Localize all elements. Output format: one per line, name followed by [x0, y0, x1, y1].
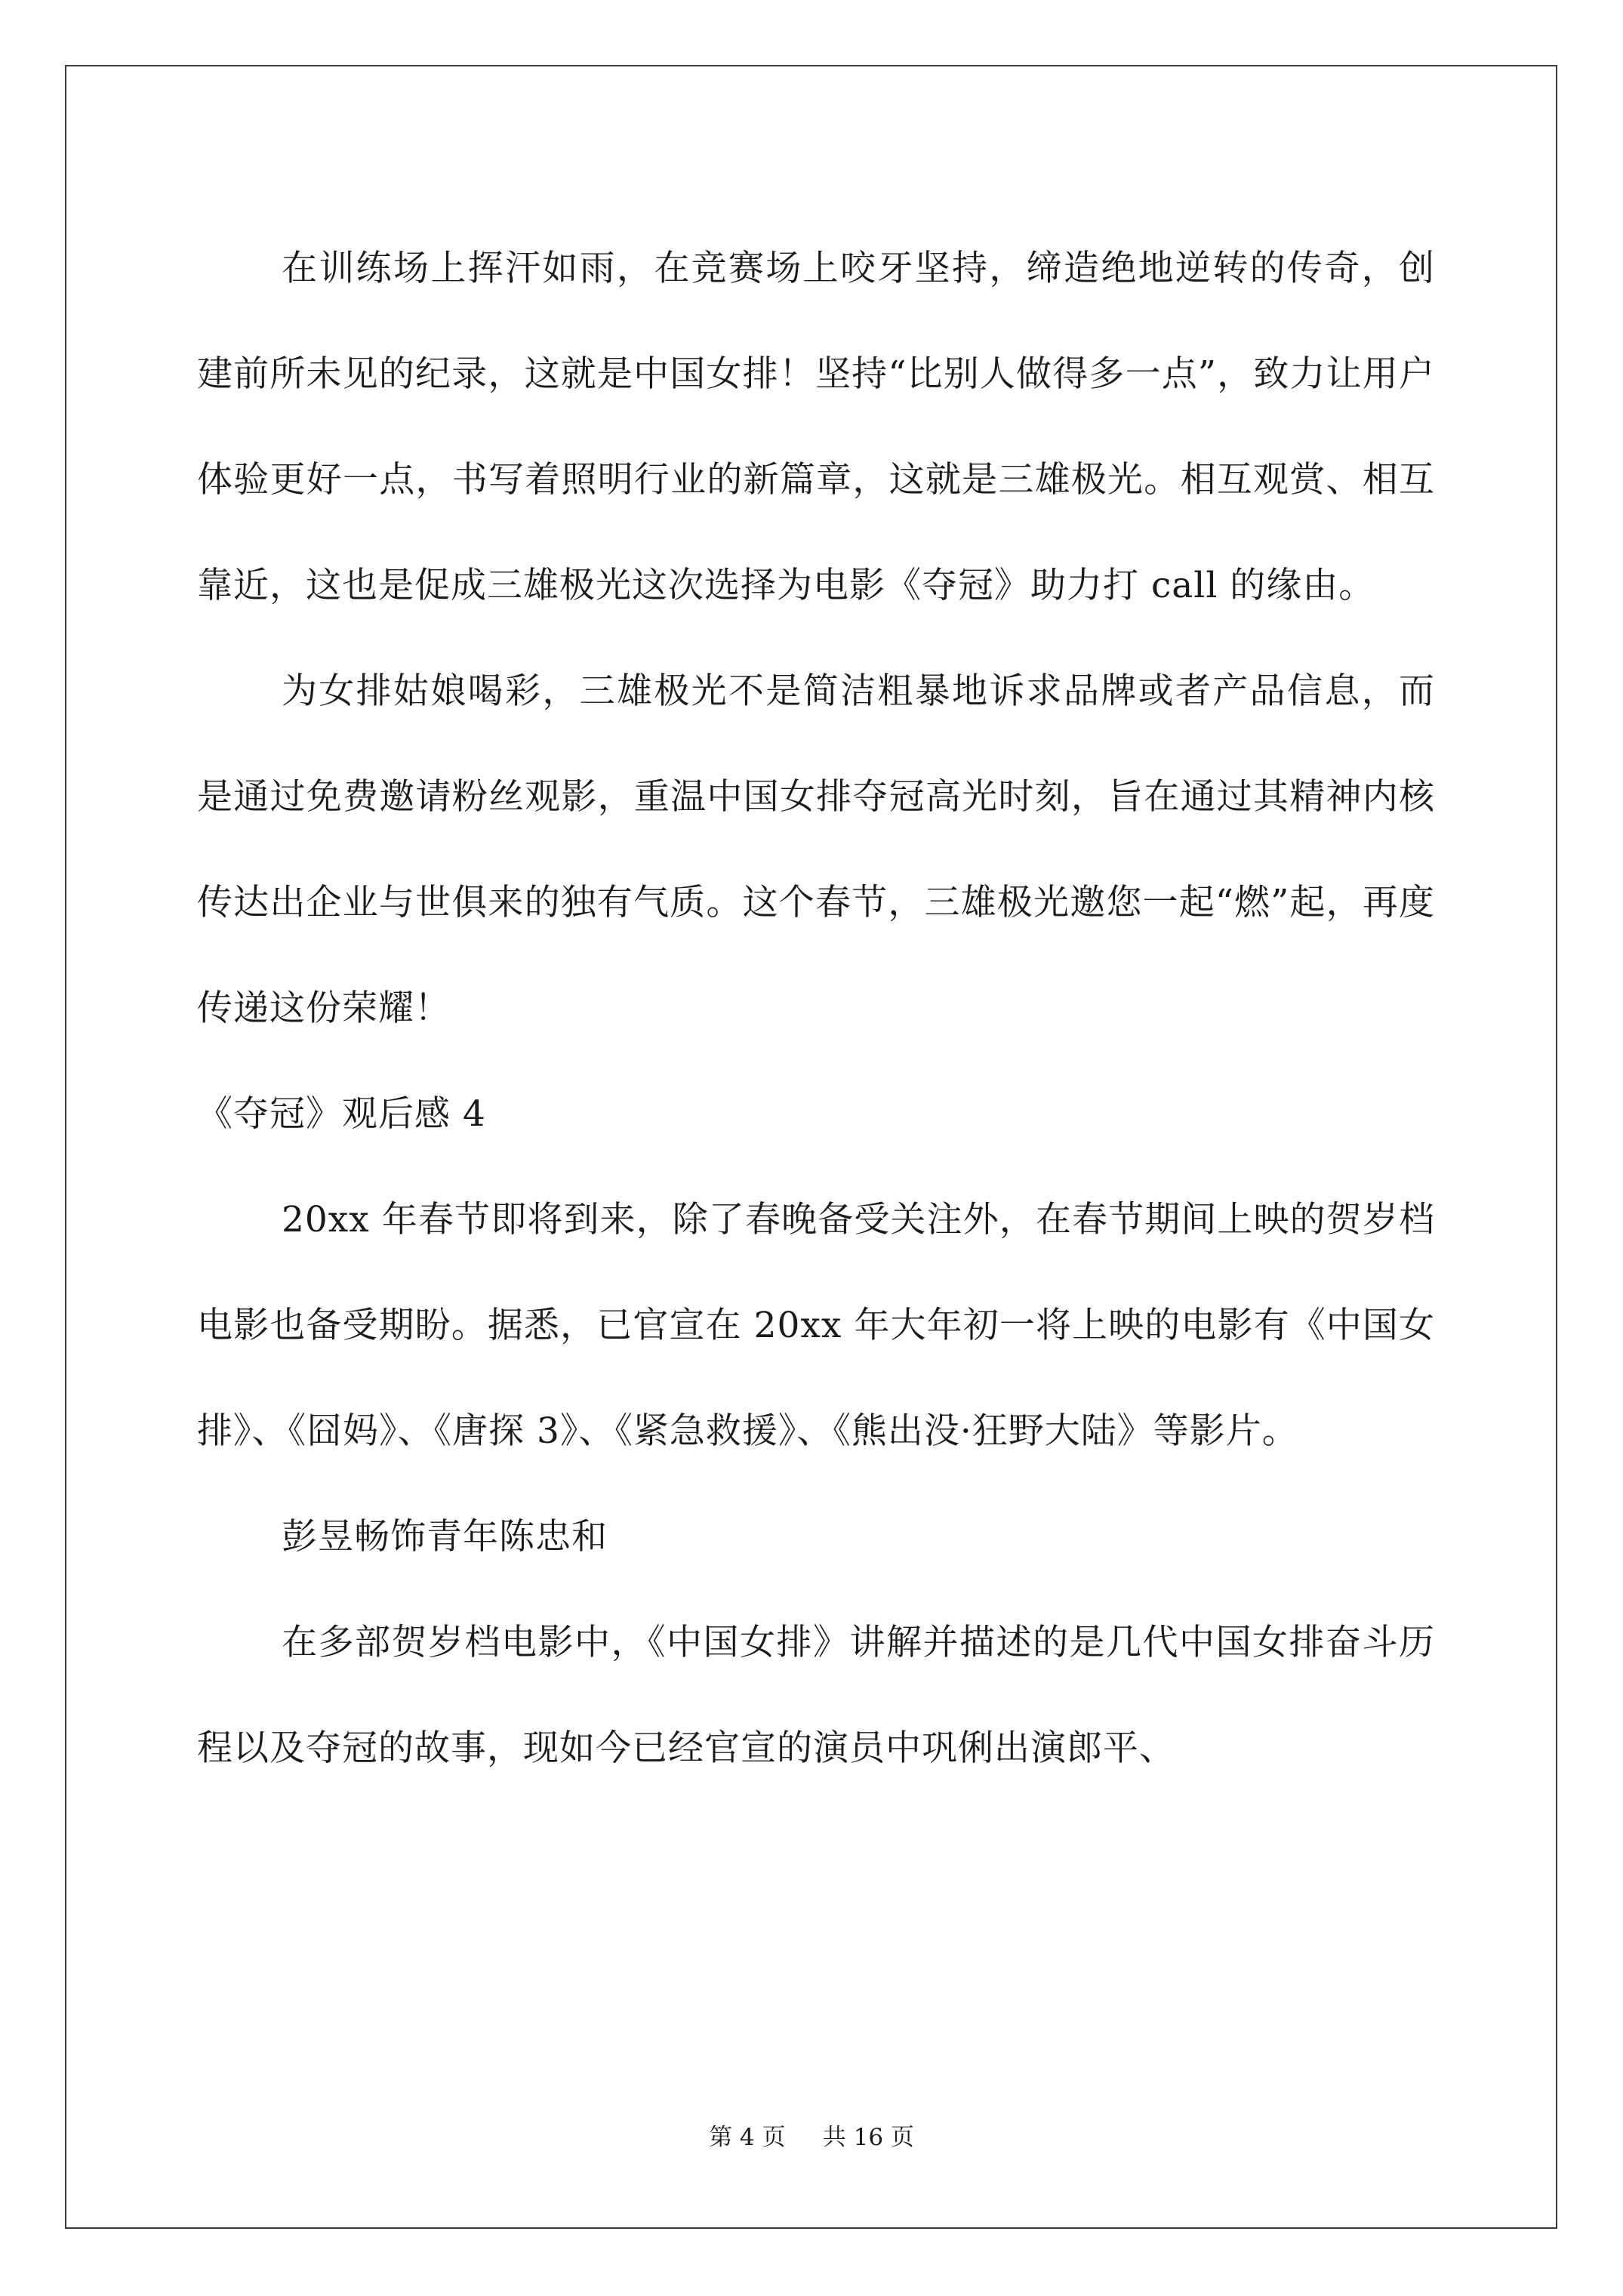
- paragraph-2: 为女排姑娘喝彩，三雄极光不是简洁粗暴地诉求品牌或者产品信息，而是通过免费邀请粉丝观影，重温中国女排夺冠高光时刻，旨在通过其精神内核传达出企业与世俱来的独有气质。这个春节，三雄极光邀您一起“燃”起，再度传递这份荣耀！: [197, 670, 1435, 1029]
- page-number: 第 4 页: [709, 2124, 786, 2151]
- page-total: 共 16 页: [822, 2124, 914, 2151]
- paragraph-1: 在训练场上挥汗如雨，在竞赛场上咬牙坚持，缔造绝地逆转的传奇，创建前所未见的纪录，这就是中国女排！坚持“比别人做得多一点”，致力让用户体验更好一点，书写着照明行业的新篇章，这就是三雄极光。相互观赏、相互靠近，这也是促成三雄极光这次选择为电影《夺冠》助力打 call 的缘由。: [197, 248, 1435, 606]
- page-footer: [0, 2118, 1623, 2152]
- paragraph-5: 在多部贺岁档电影中，《中国女排》讲解并描述的是几代中国女排奋斗历程以及夺冠的故事，现如今已经官宣的演员中巩俐出演郎平、: [197, 1622, 1435, 1769]
- paragraph-3: 20xx 年春节即将到来，除了春晚备受关注外，在春节期间上映的贺岁档电影也备受期盼。据悉，已官宣在 20xx 年大年初一将上映的电影有《中国女排》、《囧妈》、《唐探 3》、《紧急救援》、《熊出没·狂野大陆》等影片。: [197, 1199, 1435, 1452]
- section-heading: 《夺冠》观后感 4: [197, 1093, 486, 1135]
- paragraph-4: 彭昱畅饰青年陈忠和: [282, 1516, 608, 1558]
- document-body: [197, 216, 1435, 1801]
